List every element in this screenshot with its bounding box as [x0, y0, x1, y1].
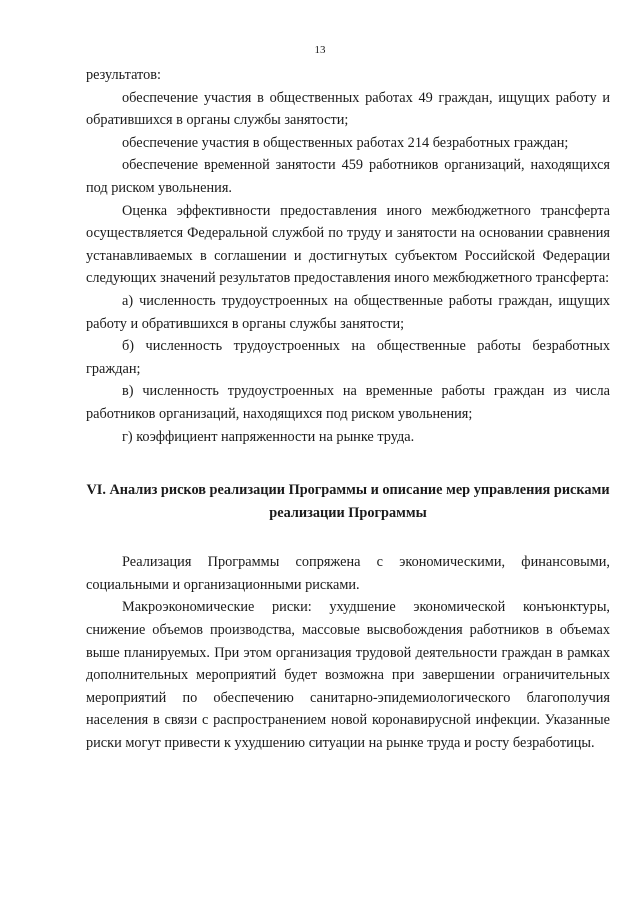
list-item-g: г) коэффициент напряженности на рынке труда. [122, 428, 415, 445]
list-item-a: а) численность трудоустроенных на общественные работы граждан, ищущих работу и обратившихся в органы службы занятости; [86, 292, 610, 332]
paragraph-macro-risks: Макроэкономические риски: ухудшение экономической конъюнктуры, снижение объемов производства, массовые высвобождения работников в объемах выше планируемых. При этом организация трудовой деятельности граждан в рамках дополнительных мероприятий будет возможна при завершении ограничительных мероприятий по обеспечению санитарно-эпидемиологического благополучия населения в связи с распространением новой коронавирусной инфекции. Указанные риски могут привести к ухудшению ситуации на рынке труда и росту безработицы. [86, 599, 610, 752]
paragraph-evaluation: Оценка эффективности предоставления иного межбюджетного трансферта осуществляется Федеральной службой по труду и занятости на основании сравнения устанавливаемых в соглашении и достигнутых субъектом Российской Федерации следующих значений результатов предоставления иного межбюджетного трансферта: [86, 202, 610, 287]
section-heading: VI. Анализ рисков реализации Программы и описание мер управления рисками реализации Программы [86, 482, 610, 521]
list-item-v: в) численность трудоустроенных на временные работы граждан из числа работников организаций, находящихся под риском увольнения; [86, 383, 610, 422]
paragraph-result-1: обеспечение участия в общественных работах 49 граждан, ищущих работу и обратившихся в органы службы занятости; [86, 89, 610, 129]
paragraph-result-2: обеспечение участия в общественных работах 214 безработных граждан; [122, 134, 569, 151]
paragraph-continuation: результатов: [86, 67, 161, 83]
document-body [86, 64, 610, 755]
paragraph-result-3: обеспечение временной занятости 459 работников организаций, находящихся под риском увольнения. [86, 157, 610, 196]
page-number: 13 [314, 44, 326, 56]
paragraph-risks-intro: Реализация Программы сопряжена с экономическими, финансовыми, социальными и организационными рисками. [86, 554, 610, 593]
list-item-b: б) численность трудоустроенных на общественные работы безработных граждан; [86, 338, 610, 377]
